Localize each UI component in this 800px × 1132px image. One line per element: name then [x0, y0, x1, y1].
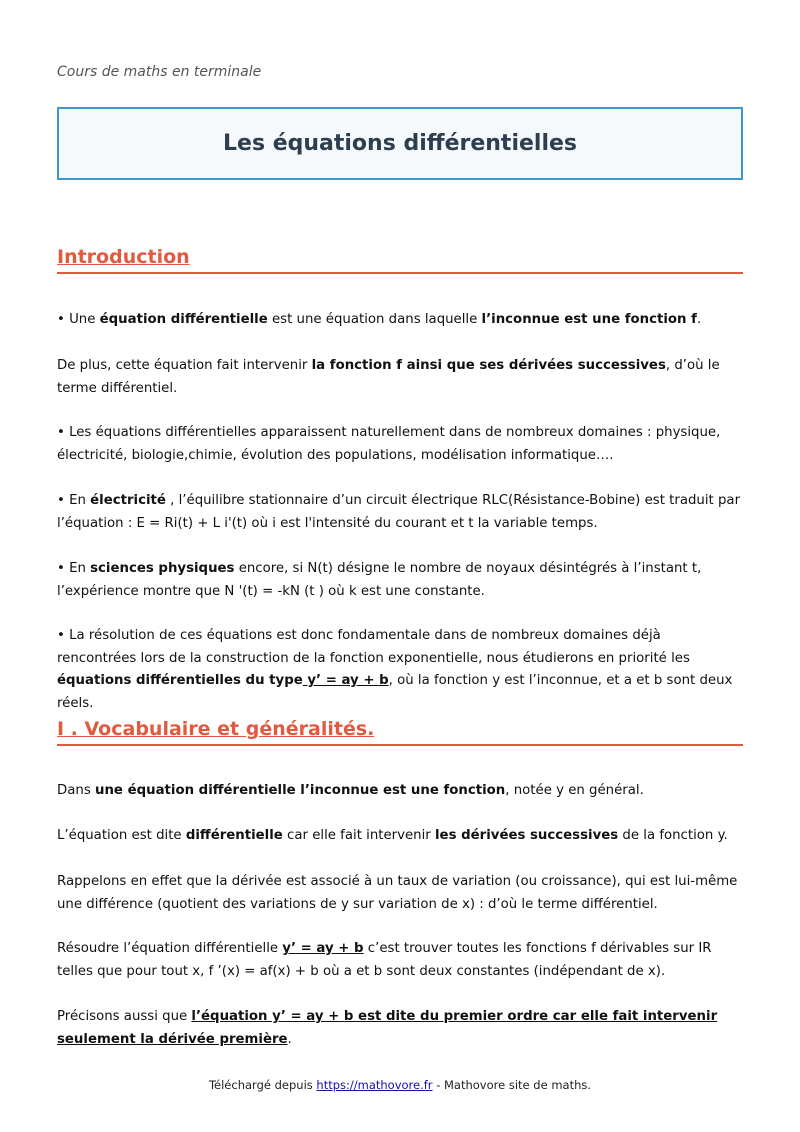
text: Dans [57, 783, 95, 798]
text: Précisons aussi que [57, 1009, 192, 1024]
text: Rappelons en effet que la dérivée est associé à un taux de variation (ou croissance), qui est lui-même une différence (quotient des variations de y sur variation de x) : d’où le terme différentiel. [57, 874, 738, 912]
text: . [696, 312, 702, 327]
footer-text: - Mathovore site de maths. [432, 1078, 592, 1092]
section-heading-introduction [57, 246, 743, 274]
text: encore, si N(t) désigne le nombre de noyaux désintégrés à l’instant t, l’expérience montre que N '(t) = -kN (t ) où k est une constante. [57, 561, 702, 599]
intro-paragraph-1 [57, 309, 743, 332]
underlined-statement: l’équation y’ = ay + b est dite du premier ordre car elle fait intervenir seulement la dérivée première [57, 1009, 718, 1047]
underlined-equation: y’ = ay + b [282, 941, 364, 956]
bold-text: sciences physiques [90, 561, 235, 576]
text: De plus, cette équation fait intervenir [57, 358, 312, 373]
text: est une équation dans laquelle [267, 312, 482, 327]
bold-text: une équation différentielle l’inconnue est une fonction [94, 783, 506, 798]
text: • Les équations différentielles apparaissent naturellement dans de nombreux domaines : physique, électricité, biologie,chimie, évolution des populations, modélisation informatique…. [57, 425, 721, 463]
section1-paragraph-5 [57, 1006, 743, 1051]
footer-link[interactable]: https://mathovore.fr [316, 1078, 433, 1092]
text: • La résolution de ces équations est donc fondamentale dans de nombreux domaines déjà rencontrées lors de la construction de la fonction exponentielle, nous étudierons en priorité les [57, 628, 690, 666]
section1-paragraph-4 [57, 938, 743, 983]
text: , où la fonction y est l’inconnue, et a et b sont deux réels. [57, 673, 733, 711]
text: Résoudre l’équation différentielle [57, 941, 283, 956]
section-heading-vocabulaire [57, 718, 743, 746]
text: de la fonction y. [618, 828, 728, 843]
section1-paragraph-3 [57, 871, 743, 916]
text: , notée y en général. [505, 783, 644, 798]
text: • Une [57, 312, 100, 327]
bold-text: la fonction f ainsi que ses dérivées successives [311, 358, 666, 373]
text: • En [57, 561, 91, 576]
bold-text: électricité [90, 493, 166, 508]
text: . [287, 1031, 292, 1047]
underlined-equation: y’ = ay + b [302, 673, 389, 688]
footer [0, 1078, 800, 1092]
intro-paragraph-5 [57, 558, 743, 603]
intro-paragraph-4 [57, 490, 743, 535]
heading-introduction: Introduction [57, 246, 190, 268]
text: , d’où le terme différentiel. [57, 358, 720, 396]
page-title: Les équations différentielles [223, 131, 577, 156]
text: c’est trouver toutes les fonctions f dérivables sur IR telles que pour tout x, f ’(x) = af(x) + b où a et b sont deux constantes (indépendant de x). [57, 941, 712, 979]
bold-text: l’inconnue est une fonction f [481, 312, 697, 327]
text: , l’équilibre stationnaire d’un circuit électrique RLC(Résistance-Bobine) est traduit par l’équation : E = Ri(t) + L i'(t) où i est l'intensité du courant et t la variable temps. [57, 493, 741, 531]
intro-paragraph-6 [57, 625, 743, 715]
intro-paragraph-3 [57, 422, 743, 467]
section1-paragraph-2 [57, 825, 743, 848]
bold-text: équations différentielles du type [57, 673, 303, 688]
bold-text: équation différentielle [99, 312, 268, 327]
text: L’équation est dite [57, 828, 186, 843]
bold-text: les dérivées successives [435, 828, 619, 843]
title-box [57, 107, 743, 180]
text: • En [57, 493, 91, 508]
intro-paragraph-2 [57, 355, 743, 400]
footer-text: Téléchargé depuis [208, 1078, 317, 1092]
bold-text: différentielle [185, 828, 283, 843]
course-label: Cours de maths en terminale [57, 64, 262, 80]
heading-vocabulaire: I . Vocabulaire et généralités. [57, 718, 375, 740]
section1-paragraph-1 [57, 780, 743, 803]
text: car elle fait intervenir [282, 828, 435, 843]
